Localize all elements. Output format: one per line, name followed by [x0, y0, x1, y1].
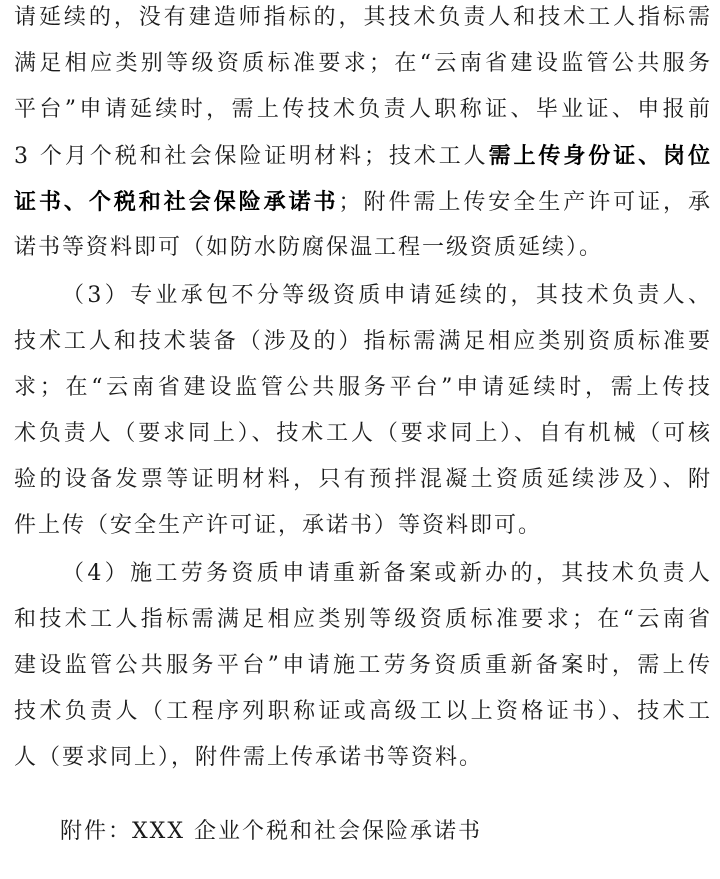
- para2-line-6: 诺书等资料即可（如防水防腐保温工程一级资质延续）。: [14, 235, 604, 260]
- para4-line-5: 人（要求同上），附件需上传承诺书等资料。: [14, 745, 484, 770]
- para2-line-4-text: 3 个月个税和社会保险证明材料；技术工人: [14, 144, 489, 169]
- para4-line-3: 建设监管公共服务平台”申请施工劳务资质重新备案时，需上传: [14, 653, 712, 678]
- para2-line-5-bold: 证书、个税和社会保险承诺书: [14, 189, 339, 215]
- para2-line-5-text: ；附件需上传安全生产许可证，承: [338, 190, 712, 215]
- para4-line-4: 技术负责人（工程序列职称证或高级工以上资格证书）、技术工: [14, 699, 712, 724]
- para2-line-3: 平台”申请延续时，需上传技术负责人职称证、毕业证、申报前: [14, 97, 712, 122]
- para2-line-5: [14, 178, 712, 226]
- para2-line-4: [14, 132, 712, 180]
- para4-line-2: 和技术工人指标需满足相应类别等级资质标准要求；在“云南省: [14, 607, 712, 632]
- para3-line-6: 件上传（安全生产许可证，承诺书）等资料即可。: [14, 513, 543, 538]
- para3-line-2: 技术工人和技术装备（涉及的）指标需满足相应类别资质标准要: [14, 329, 712, 354]
- para3-line-5: 验的设备发票等证明材料，只有预拌混凝土资质延续涉及）、附: [14, 467, 712, 492]
- para3-line-3: 求；在“云南省建设监管公共服务平台”申请延续时，需上传技: [14, 375, 712, 400]
- para4-line-1: （4）施工劳务资质申请重新备案或新办的，其技术负责人: [62, 561, 712, 586]
- para2-line-2: 满足相应类别等级资质标准要求；在“云南省建设监管公共服务: [14, 51, 712, 76]
- para2-line-4-bold: 需上传身份证、岗位: [488, 143, 712, 169]
- para2-line-1: 请延续的，没有建造师指标的，其技术负责人和技术工人指标需: [14, 5, 712, 30]
- para3-line-1: （3）专业承包不分等级资质申请延续的，其技术负责人、: [62, 283, 712, 308]
- attachment-note: 附件：XXX 企业个税和社会保险承诺书: [60, 819, 482, 844]
- para3-line-4: 术负责人（要求同上）、技术工人（要求同上）、自有机械（可核: [14, 421, 712, 446]
